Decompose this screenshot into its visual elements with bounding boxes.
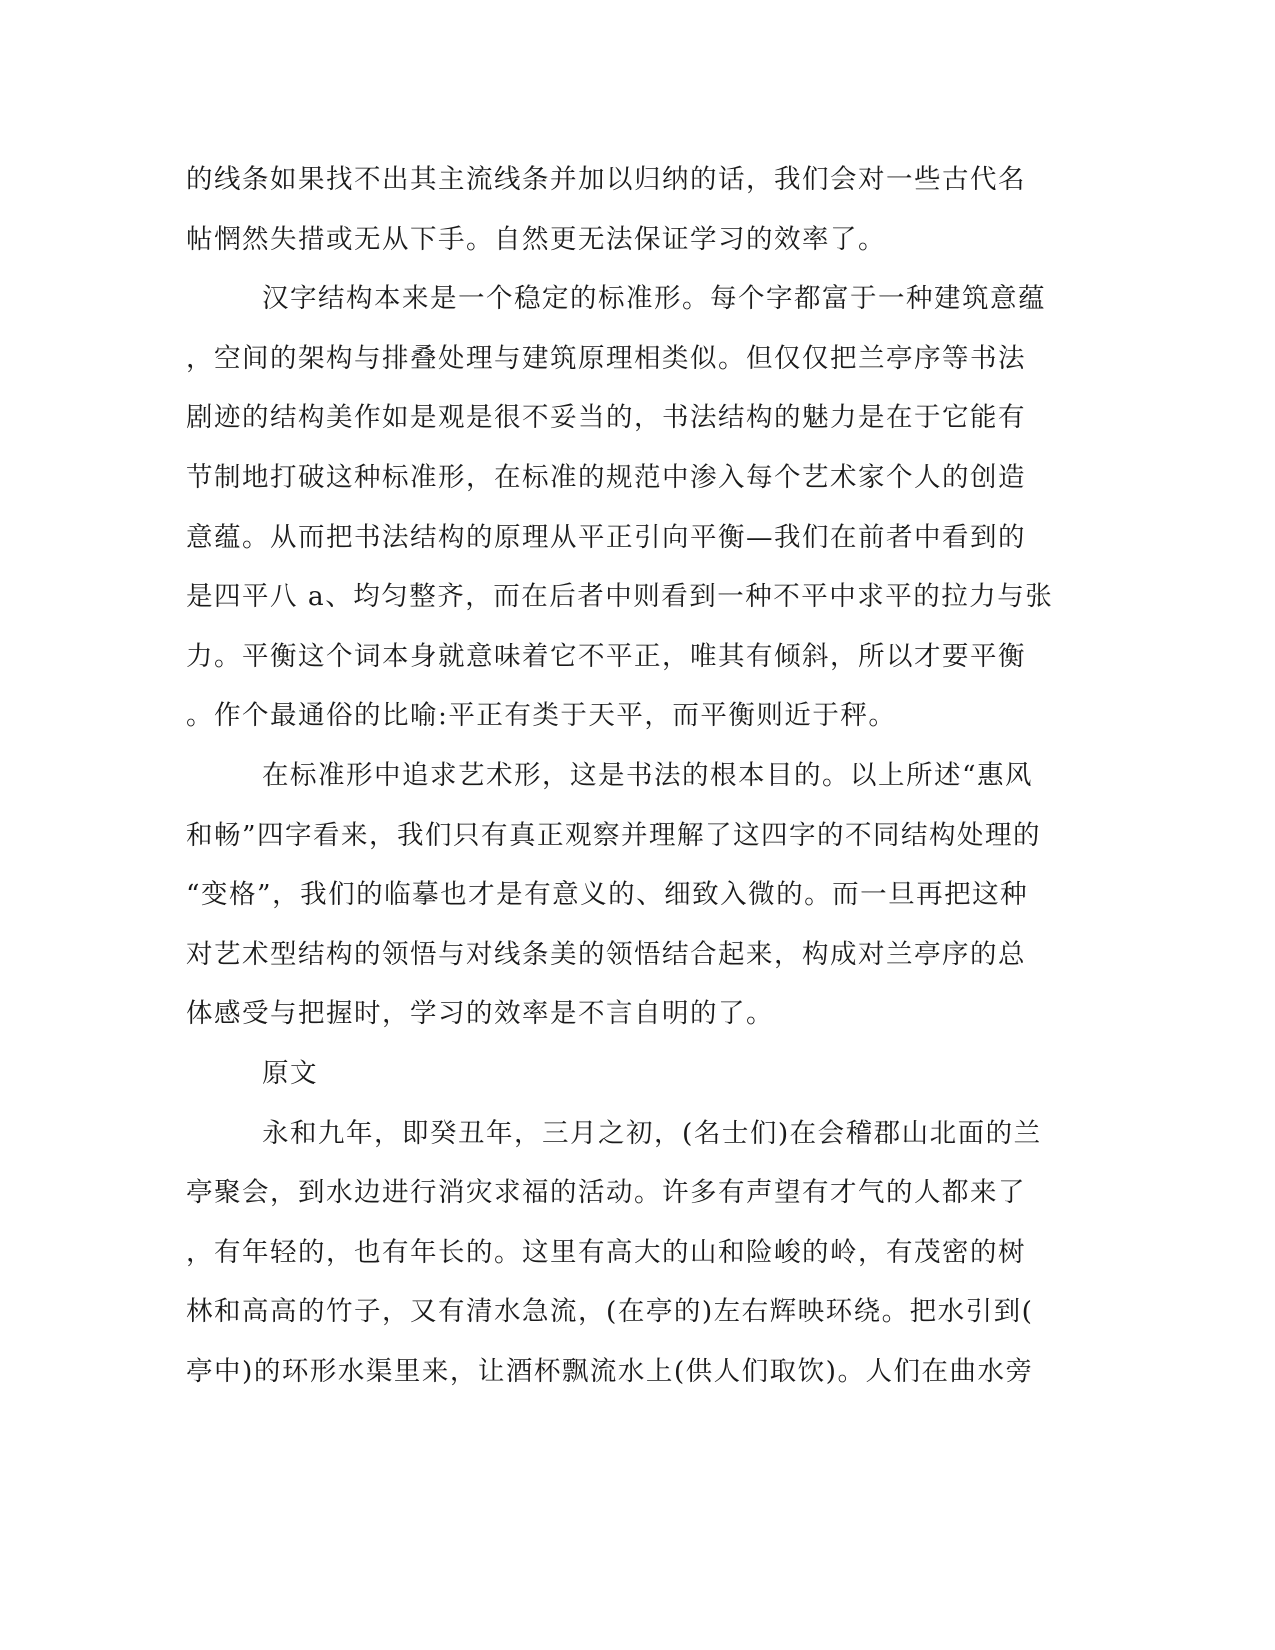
- text-line: 节制地打破这种标准形，在标准的规范中渗入每个艺术家个人的创造: [186, 461, 1026, 493]
- text-line: 原文: [262, 1057, 318, 1089]
- text-line: 对艺术型结构的领悟与对线条美的领悟结合起来，构成对兰亭序的总: [186, 938, 1026, 970]
- text-line: ，空间的架构与排叠处理与建筑原理相类似。但仅仅把兰亭序等书法: [186, 342, 1026, 374]
- text-line: ，有年轻的，也有年长的。这里有高大的山和险峻的岭，有茂密的树: [186, 1236, 1026, 1268]
- text-line: 帖惘然失措或无从下手。自然更无法保证学习的效率了。: [186, 223, 886, 255]
- text-line: 永和九年，即癸丑年，三月之初，(名士们)在会稽郡山北面的兰: [262, 1117, 1042, 1149]
- text-line: 在标准形中追求艺术形，这是书法的根本目的。以上所述“惠风: [262, 759, 1034, 791]
- text-line: “变格”，我们的临摹也才是有意义的、细致入微的。而一旦再把这种: [186, 879, 1029, 911]
- text-line: 亭聚会，到水边进行消灾求福的活动。许多有声望有才气的人都来了: [186, 1177, 1026, 1209]
- body-text: [186, 158, 1054, 1409]
- text-line: 林和高高的竹子，又有清水急流，(在亭的)左右辉映环绕。把水引到(: [186, 1296, 1034, 1328]
- text-line: 。作个最通俗的比喻:平正有类于天平，而平衡则近于秤。: [186, 700, 897, 732]
- text-line: 亭中)的环形水渠里来，让酒杯飘流水上(供人们取饮)。人们在曲水旁: [186, 1355, 1034, 1387]
- text-line: 和畅”四字看来，我们只有真正观察并理解了这四字的不同结构处理的: [186, 819, 1042, 851]
- text-line: 力。平衡这个词本身就意味着它不平正，唯其有倾斜，所以才要平衡: [186, 640, 1026, 672]
- text-line: 意蕴。从而把书法结构的原理从平正引向平衡—我们在前者中看到的: [186, 521, 1026, 553]
- text-line: 是四平八 a、均匀整齐，而在后者中则看到一种不平中求平的拉力与张: [186, 581, 1054, 613]
- text-line: 汉字结构本来是一个稳定的标准形。每个字都富于一种建筑意蕴: [262, 283, 1046, 315]
- text-line: 的线条如果找不出其主流线条并加以归纳的话，我们会对一些古代名: [186, 164, 1026, 195]
- text-line: 体感受与把握时，学习的效率是不言自明的了。: [186, 998, 774, 1030]
- text-line: 剧迹的结构美作如是观是很不妥当的，书法结构的魅力是在于它能有: [186, 402, 1026, 434]
